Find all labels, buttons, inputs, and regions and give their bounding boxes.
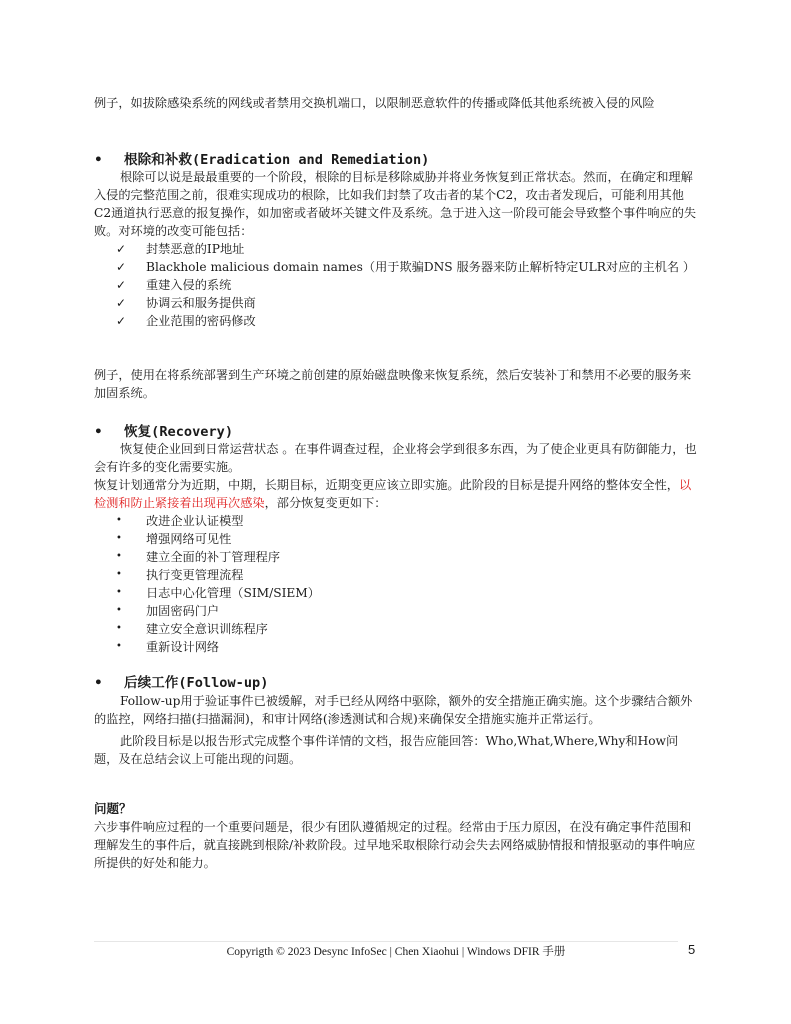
recovery-paragraph-1: 恢复使企业回到日常运营状态 。在事件调查过程，企业将会学到很多东西，为了使企业更具有防御能力，也会有许多的变化需要实施。	[94, 442, 697, 474]
list-item	[94, 638, 698, 656]
recovery-section	[94, 440, 698, 656]
recovery-paragraph-2	[94, 476, 698, 512]
bullet-icon: •	[116, 605, 122, 616]
bullet-icon: •	[116, 533, 122, 544]
list-item-text: Blackhole malicious domain names（用于欺骗DNS 服务器来防止解析特定ULR对应的主机名 ）	[146, 260, 696, 274]
list-item-text: 协调云和服务提供商	[146, 296, 256, 310]
footer-divider	[94, 941, 678, 942]
list-item	[94, 602, 698, 620]
recovery-paragraph-2-text: 恢复计划通常分为近期，中期，长期目标，近期变更应该立即实施。此阶段的目标是提升网络的整体安全性，	[94, 478, 679, 492]
followup-heading	[94, 674, 698, 692]
eradication-list	[94, 240, 698, 330]
check-icon: ✓	[116, 296, 127, 310]
intro-section	[94, 94, 698, 112]
list-item-text: 重新设计网络	[146, 640, 220, 654]
list-item	[94, 620, 698, 638]
eradication-example-section	[94, 366, 698, 402]
list-item-text: 加固密码门户	[146, 604, 220, 618]
bullet-icon: •	[116, 641, 122, 652]
list-item-text: 执行变更管理流程	[146, 568, 244, 582]
list-item-text: 增强网络可见性	[146, 532, 232, 546]
question-paragraph: 六步事件响应过程的一个重要问题是，很少有团队遵循规定的过程。经常由于压力原因，在没有确定事件范围和理解发生的事件后，就直接跳到根除/补救阶段。过早地采取根除行动会失去网络威胁情报和情报驱动的事件响应所提供的好处和能力。	[94, 820, 696, 870]
check-icon: ✓	[116, 278, 127, 292]
recovery-highlight-text: 以检测和防止紧接着出现再次感染	[94, 478, 692, 510]
bullet-icon: •	[116, 587, 122, 598]
followup-paragraph-1: Follow-up用于验证事件已被缓解，对手已经从网络中驱除，额外的安全措施正确实施。这个步骤结合额外的监控，网络扫描(扫描漏洞)，和审计网络(渗透测试和合规)来确保安全措施实施并正常运行。	[94, 694, 693, 726]
question-section	[94, 800, 698, 872]
list-item-text: 建立安全意识训练程序	[146, 622, 268, 636]
bullet-icon: •	[116, 569, 122, 580]
recovery-list	[94, 512, 698, 656]
list-item	[94, 240, 698, 258]
followup-section	[94, 692, 698, 768]
list-item	[94, 530, 698, 548]
list-item	[94, 566, 698, 584]
bullet: •	[94, 675, 103, 691]
check-icon: ✓	[116, 260, 127, 274]
recovery-title: 恢复(Recovery)	[124, 424, 234, 440]
bullet: •	[94, 152, 103, 168]
list-item-text: 改进企业认证模型	[146, 514, 244, 528]
list-item	[94, 584, 698, 602]
list-item-text: 封禁恶意的IP地址	[146, 242, 245, 256]
page-footer: Copyrigth © 2023 Desync InfoSec | Chen Xiaohui | Windows DFIR 手册	[226, 946, 566, 958]
eradication-heading	[94, 151, 698, 169]
list-item-text: 重建入侵的系统	[146, 278, 232, 292]
intro-paragraph: 例子，如拔除感染系统的网线或者禁用交换机端口，以限制恶意软件的传播或降低其他系统被入侵的风险	[94, 96, 655, 110]
check-icon: ✓	[116, 314, 127, 328]
question-title: 问题？	[94, 801, 132, 816]
list-item	[94, 512, 698, 530]
bullet: •	[94, 424, 103, 440]
list-item	[94, 312, 698, 330]
eradication-title: 根除和补救(Eradication and Remediation)	[124, 152, 430, 168]
recovery-paragraph-2-tail: ，部分恢复变更如下：	[264, 496, 387, 510]
bullet-icon: •	[116, 623, 122, 634]
list-item-text: 建立全面的补丁管理程序	[146, 550, 281, 564]
list-item-text: 日志中心化管理（SIM/SIEM）	[146, 586, 320, 600]
recovery-heading	[94, 423, 698, 441]
followup-paragraph-2: 此阶段目标是以报告形式完成整个事件详情的文档，报告应能回答：Who,What,Where,Why和How问题，及在总结会议上可能出现的问题。	[94, 734, 679, 766]
page-number: 5	[688, 942, 696, 957]
eradication-example: 例子，使用在将系统部署到生产环境之前创建的原始磁盘映像来恢复系统，然后安装补丁和禁用不必要的服务来加固系统。	[94, 368, 692, 400]
list-item-text: 企业范围的密码修改	[146, 314, 256, 328]
list-item	[94, 548, 698, 566]
list-item	[94, 294, 698, 312]
bullet-icon: •	[116, 515, 122, 526]
eradication-section	[94, 168, 698, 330]
list-item	[94, 276, 698, 294]
eradication-paragraph: 根除可以说是最最重要的一个阶段，根除的目标是移除威胁并将业务恢复到正常状态。然而，在确定和理解入侵的完整范围之前，很难实现成功的根除，比如我们封禁了攻击者的某个C2，攻击者发现后，可能利用其他C2通道执行恶意的报复操作，如加密或者破坏关键文件及系统。急于进入这一阶段可能会导致整个事件响应的失败。对环境的改变可能包括：	[94, 170, 697, 238]
list-item	[94, 258, 698, 276]
followup-title: 后续工作(Follow-up)	[124, 675, 269, 691]
check-icon: ✓	[116, 242, 127, 256]
bullet-icon: •	[116, 551, 122, 562]
